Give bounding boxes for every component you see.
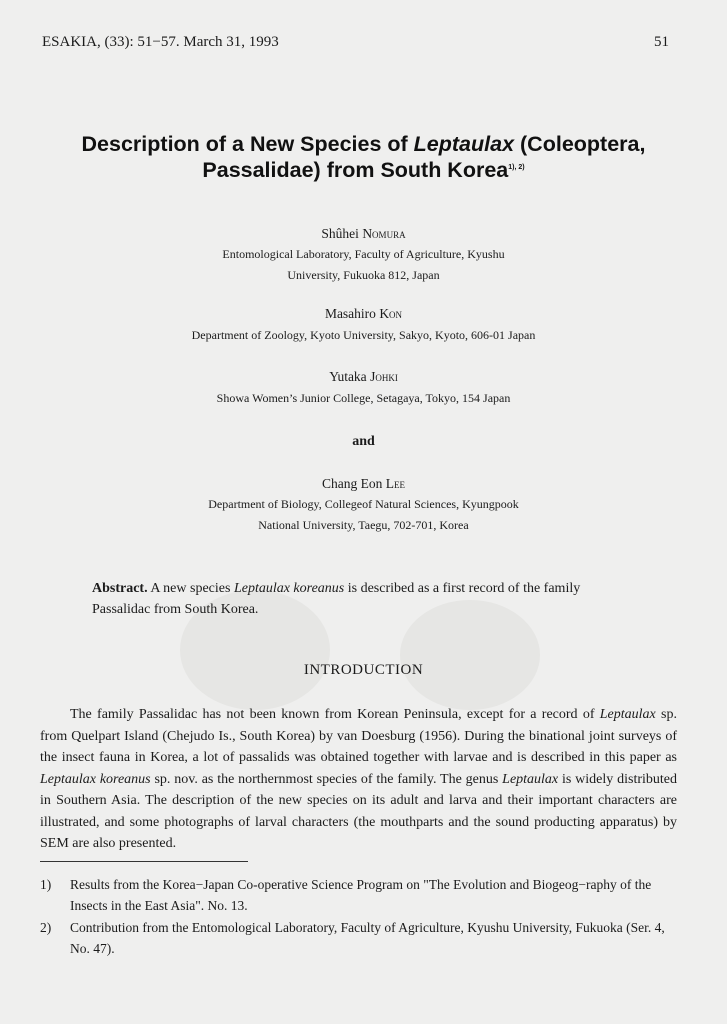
affiliation-line: National University, Taegu, 702-701, Korea: [258, 518, 469, 532]
affiliation-nomura: [0, 244, 727, 286]
author-first-name: Chang Eon: [322, 476, 386, 491]
abstract-text: is described as a first record of the family Passalidac from South Korea.: [92, 581, 581, 617]
title-genus: Leptaulax: [413, 132, 515, 156]
title-pre: Description of a New Species of: [81, 132, 414, 156]
author-last-name: Johki: [370, 369, 398, 384]
affiliation-line: Department of Zoology, Kyoto University, Sakyo, Kyoto, 606-01 Japan: [191, 328, 536, 342]
author-kon: [0, 306, 727, 322]
intro-text: is widely distributed in Southern Asia. The description of the new species on its adult and larva and their important characters are illustrated, and some photographs of larval characters (the mouthparts and the sound producting apparatus) by SEM are also presented.: [40, 771, 677, 851]
footnote-text: Results from the Korea−Japan Co-operative Science Program on "The Evolution and Biogeog−raphy of the Insects in the East Asia". No. 13.: [70, 877, 652, 913]
abstract-text: A new species: [147, 581, 234, 596]
author-johki: [0, 369, 727, 385]
title-footnote-marks: 1), 2): [508, 164, 525, 171]
footnote-number: 2): [40, 920, 52, 935]
abstract: [92, 578, 632, 620]
author-first-name: Shûhei: [321, 226, 363, 241]
paper-title: [40, 132, 687, 182]
title-post: (Coleoptera,: [514, 132, 646, 156]
abstract-label: Abstract.: [92, 581, 148, 596]
author-first-name: Yutaka: [329, 369, 371, 384]
author-first-name: Masahiro: [324, 306, 380, 321]
intro-text: sp. nov. as the northernmost species of the family. The genus: [150, 771, 503, 787]
footnote-1: [40, 874, 677, 916]
affiliation-lee: [0, 494, 727, 536]
footnote-rule: [40, 861, 248, 862]
intro-species: Leptaulax koreanus: [40, 771, 151, 787]
author-last-name: Lee: [385, 476, 405, 491]
intro-genus: Leptaulax: [599, 707, 656, 722]
intro-genus: Leptaulax: [502, 771, 559, 787]
intro-text: sp. from Quelpart Island (Chejudo Is., South Korea) by van Doesburg (1956). During the binational joint surveys of the insect fauna in Korea, a lot of passalids was obtained together with larvae and is described in this paper as: [40, 707, 677, 765]
footnote-2: [40, 917, 677, 959]
affiliation-kon: [0, 325, 727, 346]
page-number: 51: [654, 34, 669, 50]
affiliation-line: Department of Biology, Collegeof Natural Sciences, Kyungpook: [208, 497, 519, 511]
footnote-number: 1): [40, 877, 52, 892]
affiliation-line: University, Fukuoka 812, Japan: [287, 268, 440, 282]
affiliation-line: Entomological Laboratory, Faculty of Agriculture, Kyushu: [222, 247, 505, 261]
section-heading-introduction: INTRODUCTION: [303, 662, 424, 678]
intro-text: The family Passalidac has not been known from Korean Peninsula, except for a record of: [70, 707, 600, 722]
footnote-text: Contribution from the Entomological Laboratory, Faculty of Agriculture, Kyushu University, Fukuoka (Ser. 4, No. 47).: [70, 920, 665, 956]
abstract-species: Leptaulax koreanus: [233, 581, 345, 596]
journal-citation: ESAKIA, (33): 51−57. March 31, 1993: [42, 34, 279, 50]
affiliation-line: Showa Women’s Junior College, Setagaya, Tokyo, 154 Japan: [216, 391, 511, 405]
introduction-paragraph: [40, 704, 677, 855]
author-lee: [0, 476, 727, 492]
and-separator: and: [352, 434, 375, 449]
author-nomura: [0, 226, 727, 242]
affiliation-johki: [0, 388, 727, 409]
author-last-name: Nomura: [362, 226, 406, 241]
title-line2: Passalidae) from South Korea: [202, 158, 509, 183]
author-last-name: Kon: [379, 306, 403, 321]
